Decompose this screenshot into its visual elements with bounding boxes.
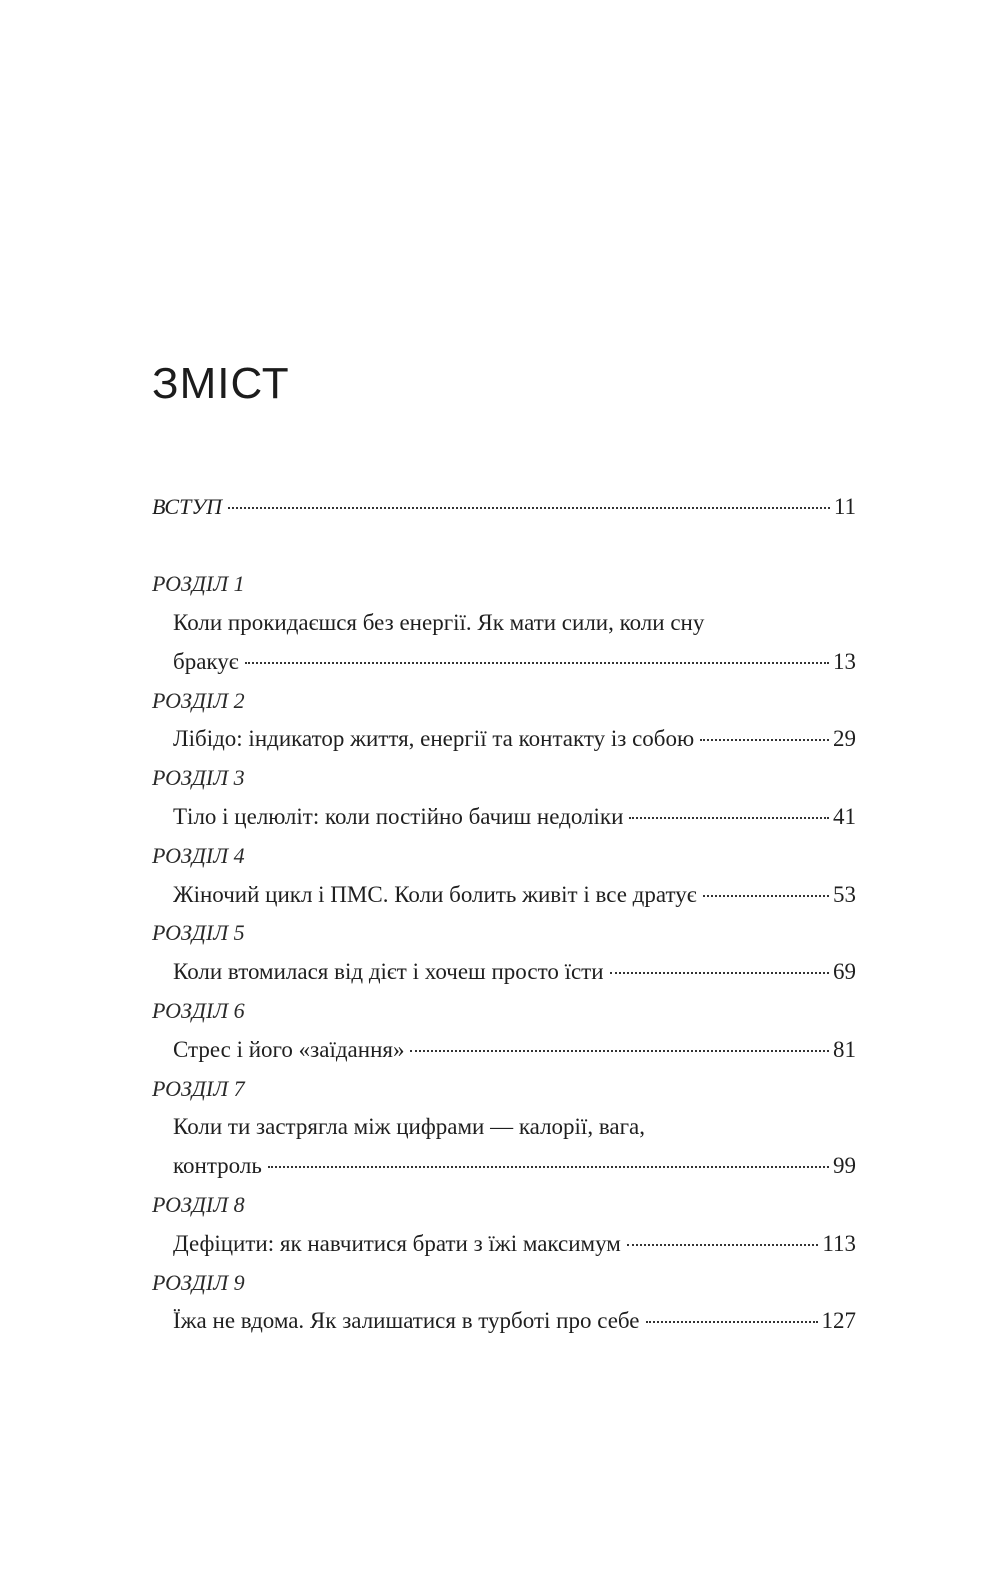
chapter-entry-line [152,798,856,837]
chapter-label: РОЗДІЛ 9 [152,1269,245,1295]
leader-dots [610,972,829,974]
chapter-title: Коли ти застрягла між цифрами — калорії, вага, [173,1114,645,1140]
chapter-entry-line [152,604,856,643]
chapter-label: РОЗДІЛ 8 [152,1191,245,1217]
chapter-page-number: 99 [833,1153,856,1179]
leader-dots [703,895,829,897]
leader-dots [228,507,830,509]
chapter-label: РОЗДІЛ 6 [152,997,245,1023]
chapter-page-number: 13 [833,648,856,674]
leader-dots [627,1244,818,1246]
chapter-title: контроль [173,1153,262,1179]
chapter-list [152,565,856,1341]
chapter-entry-line [152,1224,856,1263]
chapter-label: РОЗДІЛ 2 [152,687,245,713]
chapter-page-number: 41 [833,803,856,829]
page-title: ЗМІСТ [152,359,290,408]
chapter-page-number: 53 [833,881,856,907]
chapter-page-number: 127 [821,1308,856,1334]
leader-dots [700,739,829,741]
chapter-title: Стрес і його «заїдання» [173,1036,405,1062]
chapter-page-number: 29 [833,726,856,752]
chapter-title: бракує [173,648,239,674]
leader-dots [268,1166,829,1168]
chapter-label: РОЗДІЛ 3 [152,765,245,791]
leader-dots [410,1050,829,1052]
chapter-entry-line [152,1147,856,1186]
leader-dots [245,662,829,664]
chapter-title: Лібідо: індикатор життя, енергії та контакту із собою [173,726,695,752]
leader-dots [646,1321,818,1323]
chapter-page-number: 69 [833,959,856,985]
chapter-page-number: 81 [833,1036,856,1062]
chapter-title: Тіло і целюліт: коли постійно бачиш недоліки [173,803,624,829]
chapter-entry-line [152,1302,856,1341]
chapter-title: Дефіцити: як навчитися брати з їжі максимум [173,1230,621,1256]
intro-page-number: 11 [833,494,856,520]
intro-label: ВСТУП [152,494,223,520]
chapter-entry-line [152,1030,856,1069]
chapter-page-number: 113 [822,1230,856,1256]
chapter-entry-line [152,642,856,681]
chapter-title: Коли прокидаєшся без енергії. Як мати сили, коли сну [173,609,705,635]
chapter-entry-line [152,875,856,914]
toc-intro-row [152,488,856,527]
chapter-label: РОЗДІЛ 4 [152,842,245,868]
chapter-title: Їжа не вдома. Як залишатися в турботі про себе [173,1308,640,1334]
chapter-label: РОЗДІЛ 1 [152,571,245,597]
chapter-entry-line [152,720,856,759]
chapter-title: Коли втомилася від дієт і хочеш просто їсти [173,959,604,985]
leader-dots [629,817,829,819]
chapter-entry-line [152,953,856,992]
chapter-label: РОЗДІЛ 5 [152,920,245,946]
chapter-title: Жіночий цикл і ПМС. Коли болить живіт і все дратує [173,881,697,907]
chapter-entry-line [152,1108,856,1147]
table-of-contents [152,488,856,1341]
chapter-label: РОЗДІЛ 7 [152,1075,245,1101]
